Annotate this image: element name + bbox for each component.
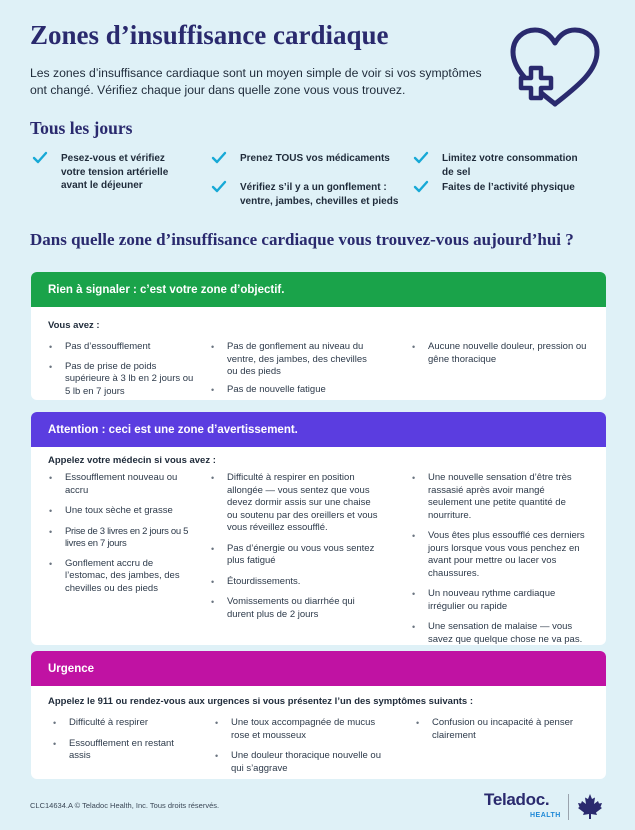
purple-zone-col1 bbox=[48, 472, 198, 595]
daily-item-label: Pesez-vous et vérifiez votre tension artérielle avant le déjeuner bbox=[61, 153, 169, 191]
green-zone-title: Rien à signaler : c’est votre zone d’objectif. bbox=[31, 272, 606, 307]
magenta-zone-title: Urgence bbox=[31, 651, 606, 686]
purple-zone-lead: Appelez votre médecin si vous avez : bbox=[48, 455, 216, 466]
green-zone-lead: Vous avez : bbox=[48, 320, 100, 331]
green-zone-col1 bbox=[48, 341, 198, 398]
daily-item-label: Limitez votre consommation de sel bbox=[442, 153, 578, 178]
list-item: • Pas d’énergie ou vous vous sentez plus fatigué bbox=[210, 543, 380, 568]
daily-item-label: Vérifiez s’il y a un gonflement : ventre, jambes, chevilles et pieds bbox=[240, 182, 399, 207]
footer-copyright: CLC14634.A © Teladoc Health, Inc. Tous droits réservés. bbox=[30, 801, 220, 810]
logo-divider bbox=[568, 794, 569, 820]
list-item: • Difficulté à respirer en position allongée — vous sentez que vous devez dormir assis sur une chaise ou soutenu par des oreillers et vous vous réveillez essoufflé. bbox=[210, 472, 380, 535]
magenta-zone-col1 bbox=[52, 717, 197, 763]
list-item: • Une sensation de malaise — vous savez que quelque chose ne va pas. bbox=[411, 621, 591, 645]
teladoc-logo bbox=[484, 790, 606, 826]
list-item: • Pas de gonflement au niveau du ventre, des jambes, des chevilles ou des pieds bbox=[210, 341, 370, 379]
daily-heading: Tous les jours bbox=[30, 118, 133, 138]
list-item: • Un nouveau rythme cardiaque irrégulier ou rapide bbox=[411, 588, 591, 613]
maple-leaf-icon bbox=[576, 792, 604, 820]
checkmark-icon bbox=[211, 151, 227, 165]
checkmark-icon bbox=[32, 151, 48, 165]
list-item: • Une toux sèche et grasse bbox=[48, 505, 198, 518]
daily-item-label: Prenez TOUS vos médicaments bbox=[240, 153, 390, 164]
daily-item-activity bbox=[413, 181, 603, 195]
zone-question-heading: Dans quelle zone d’insuffisance cardiaque vous trouvez-vous aujourd’hui ? bbox=[30, 230, 574, 249]
magenta-zone-card bbox=[31, 651, 606, 779]
list-item: • Étourdissements. bbox=[210, 576, 380, 589]
magenta-zone-col2 bbox=[214, 717, 389, 775]
purple-zone-card bbox=[31, 412, 606, 645]
list-item: • Confusion ou incapacité à penser clairement bbox=[415, 717, 595, 742]
checkmark-icon bbox=[211, 180, 227, 194]
purple-zone-col3 bbox=[411, 472, 591, 645]
intro-text: Les zones d’insuffisance cardiaque sont un moyen simple de voir si vos symptômes ont changé. Vérifiez chaque jour dans quelle zone vous vous trouvez. bbox=[30, 66, 482, 97]
list-item: • Essoufflement nouveau ou accru bbox=[48, 472, 198, 497]
list-item: • Difficulté à respirer bbox=[52, 717, 197, 730]
list-item: • Prise de 3 livres en 2 jours ou 5 livres en 7 jours bbox=[48, 526, 198, 551]
list-item: • Pas de prise de poids supérieure à 3 lb en 2 jours ou 5 lb en 7 jours bbox=[48, 361, 198, 399]
checkmark-icon bbox=[413, 151, 429, 165]
daily-item-swelling bbox=[211, 181, 411, 208]
checkmark-icon bbox=[413, 180, 429, 194]
magenta-zone-col3 bbox=[415, 717, 595, 742]
heart-plus-icon bbox=[505, 22, 605, 112]
list-item: • Pas de nouvelle fatigue bbox=[210, 384, 370, 397]
daily-item-label: Faites de l’activité physique bbox=[442, 182, 575, 193]
list-item: • Aucune nouvelle douleur, pression ou gêne thoracique bbox=[411, 341, 591, 366]
green-zone-card bbox=[31, 272, 606, 400]
logo-brand: Teladoc. bbox=[484, 790, 550, 809]
page-title: Zones d’insuffisance cardiaque bbox=[30, 20, 389, 50]
daily-item-meds bbox=[211, 152, 401, 166]
list-item: • Une toux accompagnée de mucus rose et mousseux bbox=[214, 717, 389, 742]
purple-zone-title: Attention : ceci est une zone d’avertissement. bbox=[31, 412, 606, 447]
list-item: • Gonflement accru de l’estomac, des jambes, des chevilles ou des pieds bbox=[48, 558, 198, 596]
list-item: • Essoufflement en restant assis bbox=[52, 738, 197, 763]
daily-item-salt bbox=[413, 152, 588, 179]
list-item: • Une nouvelle sensation d’être très rassasié après avoir mangé seulement une petite quantité de nourriture. bbox=[411, 472, 591, 522]
green-zone-col3 bbox=[411, 341, 591, 366]
list-item: • Pas d’essoufflement bbox=[48, 341, 198, 354]
list-item: • Vomissements ou diarrhée qui durent plus de 2 jours bbox=[210, 596, 380, 621]
green-zone-col2 bbox=[210, 341, 370, 396]
magenta-zone-lead: Appelez le 911 ou rendez-vous aux urgences si vous présentez l’un des symptômes suivants : bbox=[48, 696, 473, 707]
purple-zone-col2 bbox=[210, 472, 380, 621]
logo-sub: HEALTH bbox=[530, 812, 561, 819]
daily-item-weigh bbox=[32, 152, 192, 193]
list-item: • Vous êtes plus essoufflé ces derniers jours lorsque vous vous penchez en avant pour mettre ou lacer vos chaussures. bbox=[411, 530, 591, 580]
list-item: • Une douleur thoracique nouvelle ou qui s’aggrave bbox=[214, 750, 389, 775]
